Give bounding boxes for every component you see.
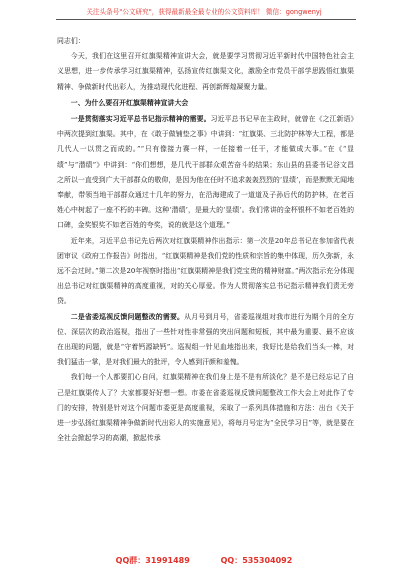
paragraph-point-two xyxy=(57,310,354,371)
promo-banner: 关注头条号"公文研究"，获得最新最全最专业的公文资料库！ 微信：gongwenyj xyxy=(86,8,322,16)
qq-number: QQ：535304092 xyxy=(220,556,293,565)
paragraph-point-one xyxy=(57,112,354,234)
point-two-body: 从月号到月号，省委巡视组对我市进行为期个月的全方位、深层次的政治巡视，指出了一些针对性非常强的突出问题和短板，其中最为重要、最不应该在出现的问题，就是“守着钙源缺钙”。巡视组一针见血地指出来，我好比是给我们当头一棒，对我们猛击一掌，是对我们最大的批评，令人感到汗颜和羞愧。 xyxy=(57,312,354,367)
salutation: 同志们： xyxy=(57,37,85,45)
section-heading: 一、为什么要召开红旗渠精神宣讲大会 xyxy=(70,98,189,107)
document-body xyxy=(57,34,354,446)
point-one-body: 习近平总书记早在主政时，就曾在《之江新语》中两次提到红旗渠。其中，在《敢于做铺垫之事》中讲到：“红旗渠、三北防护林等大工程，都是几代人一以贯之而成的。”“只有像接力赛一样，一任接着一任干，才能做成大事。”在《“显绩”与“潜绩”》中讲到：“你们想想，是几代干部群众艰苦奋斗的结果；东山县的县委书记谷文昌之所以一直受到广大干部群众的敬仰，是因为他在任时不追求轰轰烈烈的‘显绩’，而是默默无闻地奉献，带领当地干部群众通过十几年的努力，在沿海建成了一道道及子孙后代的防护林，在老百姓心中树起了一座不朽的丰碑。这种‘潜绩’，是最大的‘显绩’。我们常讲的金杯银杯不如老百姓的口碑，金奖银奖不如老百姓的夸奖，说的就是这个道理。” xyxy=(57,115,354,230)
point-two-lead: 二是省委巡视反馈问题整改的需要。 xyxy=(70,312,185,321)
point-one-lead: 一是贯彻落实习近平总书记指示精神的需要。 xyxy=(70,115,211,124)
header-rule xyxy=(56,19,356,20)
footer-contact xyxy=(0,555,408,566)
paragraph-intro: 今天，我们在这里召开红旗渠精神宣讲大会，就是要学习贯彻习近平新时代中国特色社会主义思想，进一步传承学习红旗渠精神，弘扬宣传红旗渠文化，激励全市党员干部学思践悟红旗渠精神、争做新时代出彩人，为推动现代化进程、再创新辉煌凝聚力量。 xyxy=(57,52,354,91)
qq-group: QQ群：31991489 xyxy=(115,556,190,565)
paragraph-reflection: 我们每一个人都要扪心自问，红旗渠精神在我们身上是不是有所淡化？是不是已经忘记了自己是红旗渠传人了？大家都要好好想一想。市委在省委巡视反馈问题整改工作大会上对此作了专门的安排，特别是针对这个问题市委更是高度重视，采取了一系列具体措施和方法：出台《关于进一步弘扬红旗渠精神争做新时代出彩人的实施意见》，将每月号定为“全民学习日”等，就是要在全社会掀起学习的高潮，掀起传承 xyxy=(57,373,354,443)
paragraph-instructions: 近年来，习近平总书记先后两次对红旗渠精神作出指示：第一次是20年总书记在参加省代表团审议《政府工作报告》时指出，“红旗渠精神是我们党的性质和宗旨的集中体现，历久弥新，永远不会过时。”第二次是20年视察时指出“红旗渠精神是我们党宝贵的精神财富。”两次指示充分体现出总书记对红旗渠精神的高度重视，对的关心厚爱。作为人贯彻落实总书记指示精神我们责无旁贷。 xyxy=(57,236,354,306)
